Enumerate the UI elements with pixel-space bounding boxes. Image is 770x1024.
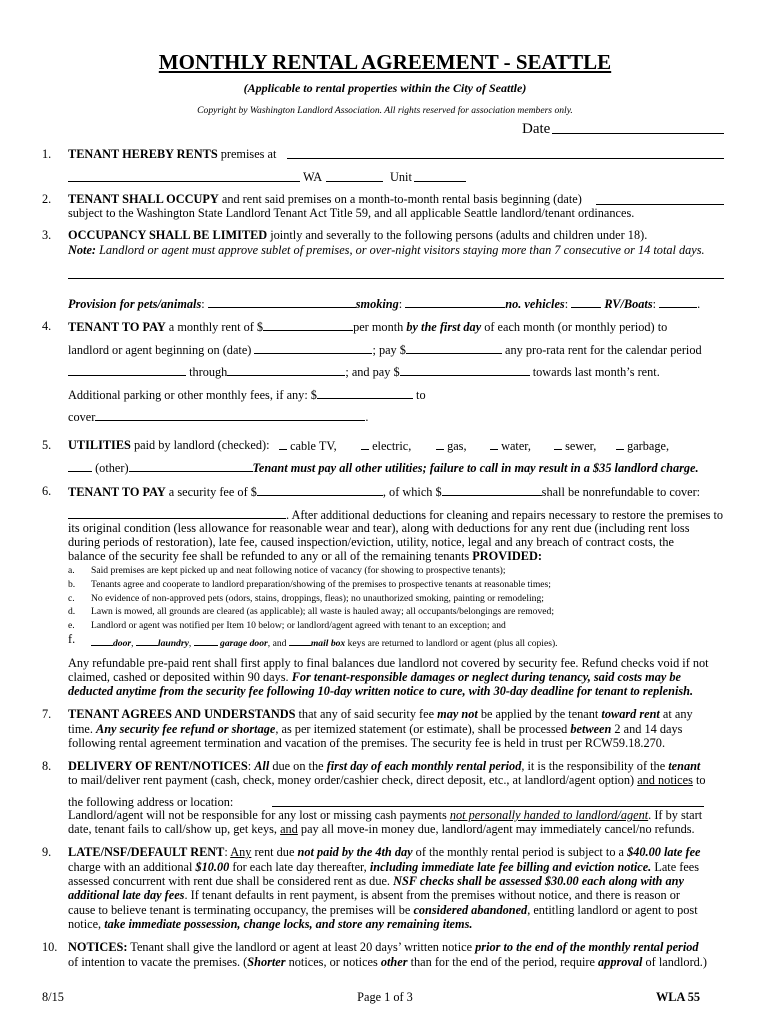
section-4-number: 4.	[42, 319, 52, 333]
section-9-line-6: notice, take immediate possession, change locks, and store any remaining items.	[68, 917, 473, 931]
prorata-rent-field[interactable]	[406, 342, 502, 354]
section-4-line-4: Additional parking or other monthly fees, if any: $ to	[68, 388, 426, 402]
zip-field[interactable]	[326, 181, 383, 182]
mailbox-keys-field[interactable]	[289, 634, 311, 646]
page-subtitle: (Applicable to rental properties within the City of Seattle)	[243, 81, 527, 95]
premises-city-field[interactable]	[68, 181, 300, 182]
section-4-line-1: TENANT TO PAY a monthly rent of $ per month by the first day of each month (or monthly period) to	[68, 320, 668, 334]
section-6-para-1b: its original condition (less allowance for reasonable wear and tear), along with deductions for any rent due (including rent loss	[68, 521, 690, 535]
section-5-line-2: (other) Tenant must pay all other utilities; failure to call in may result in a $35 landlord charge.	[68, 460, 699, 475]
pets-field[interactable]	[208, 296, 356, 308]
section-8-line-5: date, tenant fails to call/show up, get keys, and pay all move-in money due, landlord/agent may immediately cancel/no refunds.	[68, 822, 695, 836]
section-9-line-5: cause to believe tenant is terminating occupancy, the premises will be considered abandoned, entitling landlord or agent to post	[68, 903, 698, 917]
garage-keys-field[interactable]	[194, 634, 218, 646]
list-label-b: b.	[68, 579, 76, 590]
section-7-line-2: time. Any security fee refund or shortage, as per itemized statement (or estimate), shall be processed between 2 and 14 days	[68, 722, 683, 736]
utility-cable[interactable]: cable TV,	[279, 438, 337, 453]
section-2-text: TENANT SHALL OCCUPY and rent said premises on a month-to-month rental basis beginning (date)	[68, 192, 582, 206]
prorata-through-field[interactable]	[227, 364, 345, 376]
copyright-notice: Copyright by Washington Landlord Association. All rights reserved for association members only.	[197, 105, 573, 116]
unit-field[interactable]	[414, 181, 466, 182]
list-item-e: Landlord or agent was notified per Item 10 below; or landlord/agent agreed with tenant to an exception; and	[91, 620, 506, 631]
list-item-f: door, laundry, garage door, and mail box keys are returned to landlord or agent (plus all copies).	[91, 634, 558, 649]
unit-label: Unit	[390, 170, 412, 184]
section-3-text: OCCUPANCY SHALL BE LIMITED jointly and severally to the following persons (adults and children under 18).	[68, 228, 648, 242]
section-6-para-1d: balance of the security fee shall be refunded to any or all of the remaining tenants PROVIDED:	[68, 549, 542, 563]
section-2-line-2: subject to the Washington State Landlord Tenant Act Title 59, and all applicable Seattle landlord/tenant ordinances.	[68, 206, 635, 220]
section-5-number: 5.	[42, 438, 52, 452]
smoking-field[interactable]	[405, 296, 505, 308]
rv-boats-field[interactable]	[659, 296, 697, 308]
page-title: MONTHLY RENTAL AGREEMENT - SEATTLE	[158, 50, 612, 74]
list-label-d: d.	[68, 606, 76, 617]
section-2-number: 2.	[42, 192, 52, 206]
list-item-a: Said premises are kept picked up and neat following notice of vacancy (for showing to prospective tenants);	[91, 565, 506, 576]
section-6-number: 6.	[42, 484, 52, 498]
section-8-line-2: to mail/deliver rent payment (cash, check, money order/cashier check, direct deposit, etc., at landlord/agent option) and notices to	[68, 773, 706, 787]
utility-sewer[interactable]: sewer,	[554, 438, 596, 453]
rent-start-date-field[interactable]	[254, 342, 372, 354]
list-item-b: Tenants agree and cooperate to landlord preparation/showing of the premises to prospective tenants at reasonable times;	[91, 579, 551, 590]
section-4-line-3: through ; and pay $ towards last month’s rent.	[68, 364, 660, 379]
section-9-line-2: charge with an additional $10.00 for each late day thereafter, including immediate late fee billing and eviction notice. Late fees	[68, 860, 700, 874]
section-1-number: 1.	[42, 147, 52, 161]
list-label-f: f.	[68, 632, 76, 646]
section-6-para-2b: claimed, cashed or deposited within 90 days. For tenant-responsible damages or neglect during tenancy, said costs may be	[68, 670, 681, 684]
utility-water[interactable]: water,	[490, 438, 531, 453]
utility-garbage[interactable]: garbage,	[616, 438, 669, 453]
nonrefundable-amount-field[interactable]	[442, 484, 542, 496]
footer-date-code: 8/15	[42, 990, 64, 1004]
additional-fees-field[interactable]	[317, 387, 413, 399]
section-9-line-1: LATE/NSF/DEFAULT RENT: Any rent due not paid by the 4th day of the monthly rental period is subject to a $40.00 late fee	[68, 845, 701, 859]
section-4-line-5: cover .	[68, 410, 369, 424]
delivery-address-field[interactable]	[272, 806, 704, 807]
vehicles-field[interactable]	[571, 296, 601, 308]
utility-other-check[interactable]	[68, 460, 92, 472]
section-7-line-3: following rental agreement termination and vacation of the premises. The security fee is held in trust per RCW59.18.270.	[68, 736, 666, 750]
section-3-number: 3.	[42, 228, 52, 242]
section-8-line-1: DELIVERY OF RENT/NOTICES: All due on the first day of each monthly rental period, it is the responsibility of the tenant	[68, 759, 701, 773]
section-9-line-4: additional late day fees. If tenant defaults in rent payment, is absent from the premises without notice, and there is reason or	[68, 888, 680, 902]
list-label-a: a.	[68, 565, 75, 576]
utility-gas[interactable]: gas,	[436, 438, 467, 453]
list-label-c: c.	[68, 593, 75, 604]
section-10-line-1: NOTICES: Tenant shall give the landlord or agent at least 20 days’ written notice prior to the end of the monthly rental period	[68, 940, 699, 954]
last-month-rent-field[interactable]	[400, 364, 530, 376]
list-item-c: No evidence of non-approved pets (odors, stains, droppings, fleas); no unauthorized smoking, painting or remodeling;	[91, 593, 544, 604]
fees-cover-field[interactable]	[95, 409, 365, 421]
utility-other-field[interactable]	[129, 460, 253, 472]
laundry-keys-field[interactable]	[136, 634, 158, 646]
section-3-note: Note: Landlord or agent must approve sublet of premises, or over-night visitors staying more than 7 consecutive or 14 total days.	[68, 243, 705, 257]
door-keys-field[interactable]	[91, 634, 113, 646]
section-10-number: 10.	[42, 940, 58, 954]
section-4-line-2: landlord or agent beginning on (date) ; pay $ any pro-rata rent for the calendar period	[68, 343, 702, 357]
section-7-line-1: TENANT AGREES AND UNDERSTANDS that any of said security fee may not be applied by the tenant toward rent at any	[68, 707, 693, 721]
section-10-line-2: of intention to vacate the premises. (Shorter notices, or notices other than for the end of the period, require approval of landlord.)	[68, 955, 707, 969]
section-8-line-3: the following address or location:	[68, 795, 234, 809]
section-7-number: 7.	[42, 707, 52, 721]
section-6-para-1c: during periods of restoration), late fee, caused inspection/eviction, utility, notice, legal and any breach of contract costs, the	[68, 535, 674, 549]
section-8-line-4: Landlord/agent will not be responsible for any lost or missing cash payments not personally handed to landlord/agent. If by start	[68, 808, 703, 822]
section-5-text: UTILITIES paid by landlord (checked):	[68, 438, 270, 452]
section-8-number: 8.	[42, 759, 52, 773]
date-label: Date	[522, 121, 551, 137]
section-1-text: TENANT HEREBY RENTS premises at	[68, 147, 277, 161]
section-9-number: 9.	[42, 845, 52, 859]
provisions-line: Provision for pets/animals: smoking: no. vehicles: RV/Boats: .	[68, 297, 701, 311]
footer-page-number: Page 1 of 3	[357, 990, 413, 1004]
section-6-para-1a: . After additional deductions for cleaning and repairs necessary to restore the premises to	[68, 507, 723, 522]
occupancy-start-date-field[interactable]	[596, 204, 724, 205]
list-label-e: e.	[68, 620, 75, 631]
footer-form-code: WLA 55	[656, 990, 701, 1004]
prorata-from-field[interactable]	[68, 364, 186, 376]
nonrefundable-purpose-field[interactable]	[68, 507, 286, 519]
security-fee-field[interactable]	[257, 484, 383, 496]
date-field[interactable]	[552, 133, 724, 134]
wa-label: WA	[303, 170, 323, 184]
monthly-rent-field[interactable]	[263, 319, 353, 331]
list-item-d: Lawn is mowed, all grounds are cleared (as applicable); all waste is hauled away; all occupants/belongings are removed;	[91, 606, 554, 617]
premises-address-field[interactable]	[287, 158, 724, 159]
section-6-line-1: TENANT TO PAY a security fee of $ , of which $ shall be nonrefundable to cover:	[68, 485, 701, 499]
section-6-para-2a: Any refundable pre-paid rent shall first apply to final balances due landlord not covered by security fee. Refund checks void if not	[68, 656, 709, 670]
utility-electric[interactable]: electric,	[361, 438, 411, 453]
section-9-line-3: assessed concurrent with rent due shall be considered rent as due. NSF checks shall be assessed $30.00 each along with any	[68, 874, 684, 888]
section-6-para-2c: deducted anytime from the security fee following 10-day written notice to cure, with 30-day deadline for tenant to replenish.	[68, 684, 694, 698]
occupants-field[interactable]	[68, 278, 724, 279]
